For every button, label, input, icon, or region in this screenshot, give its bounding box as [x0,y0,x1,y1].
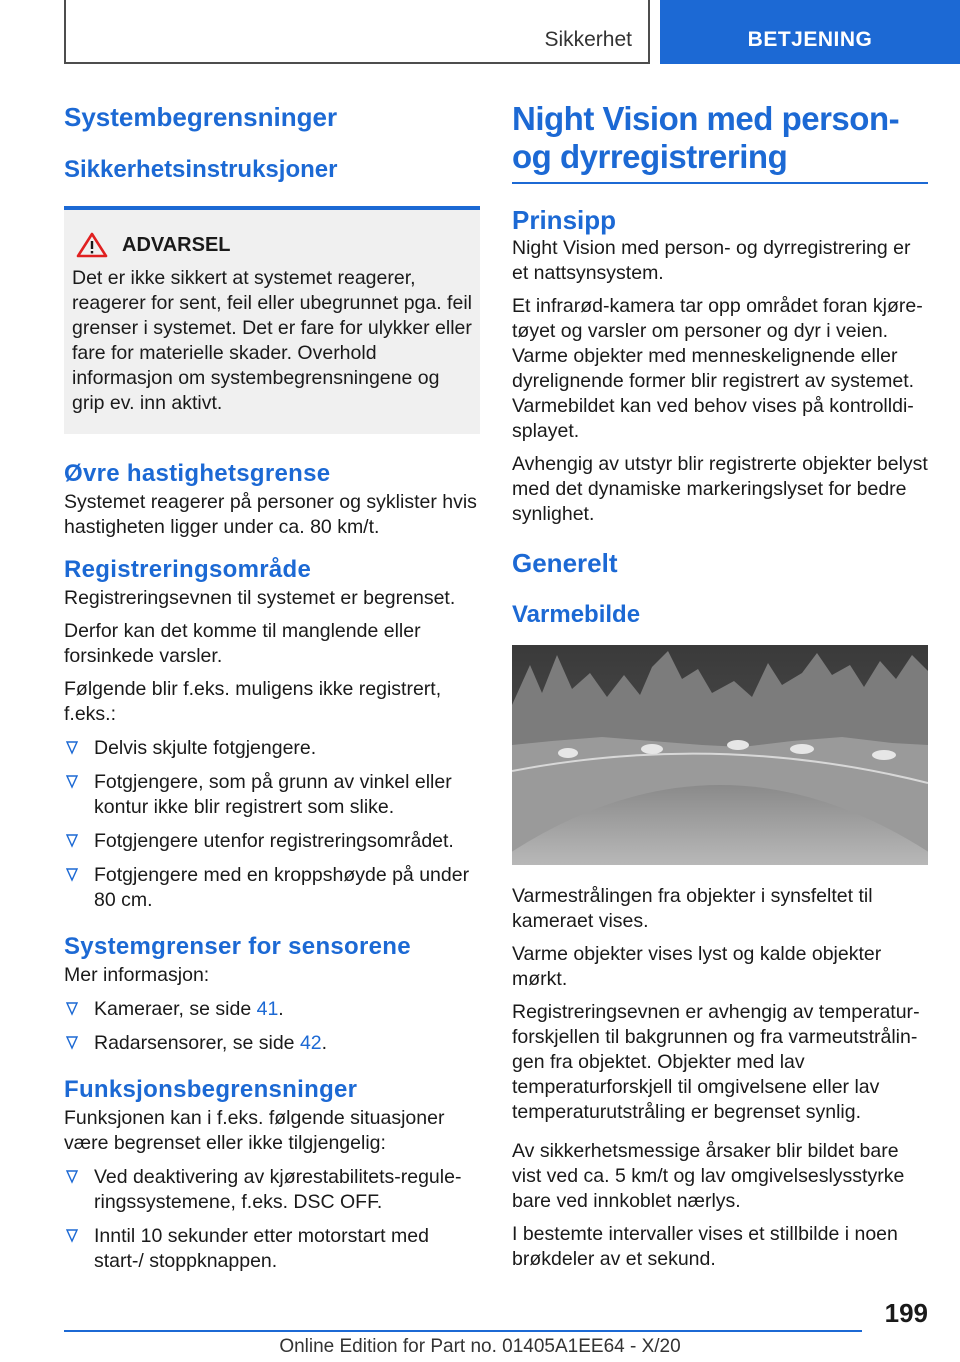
sensor-limits-intro: Mer informasjon: [64,964,210,986]
page-number: 199 [884,1298,928,1328]
detection-area-heading: Registreringsområde [64,556,312,583]
list-item-text: Fotgjengere med en kroppshøyde på under 80 cm. [94,864,470,911]
list-item-period: . [278,998,284,1020]
list-item-text: Kameraer, se side [94,998,257,1020]
list-item-text: Radarsensorer, se side [94,1032,300,1054]
general-heading: Generelt [512,548,618,578]
thermal-image-illustration [512,645,928,865]
function-limits-list [64,1165,480,1274]
bullet-triangle-icon [66,868,78,882]
warning-header [72,232,472,258]
list-item [64,863,480,913]
night-vision-title-line1: Night Vision med person- [512,100,900,137]
bullet-triangle-icon [66,1036,78,1050]
page-link-cameras[interactable]: 41 [256,998,279,1020]
general-p1: Varmestrålingen fra objekter i synsfeltet til kameraet vises. [512,885,873,932]
list-item [64,736,480,761]
bullet-triangle-icon [66,775,78,789]
principle-p2: Et infrarød-kamera tar opp området foran kjøretøyet og varsler om personer og dyr i veien. Varme objekter med menneskelignende eller dyrelignende former blir registrert av systemet. Varmebildet kan ved behov vises på kontrolldisplayet. [512,295,923,442]
left-column [64,100,480,1274]
list-item [64,1165,480,1215]
sensor-limits-list [64,997,480,1056]
night-vision-title [512,100,928,176]
list-item-text: Fotgjengere, som på grunn av vinkel eller kontur ikke blir registrert som slike. [94,771,452,818]
page-link-radar[interactable]: 42 [299,1032,322,1054]
footer-edition: Online Edition for Part no. 01405A1EE64 - X/20 [279,1336,681,1357]
general-p5: I bestemte intervaller vises et stillbilde i noen brøkdeler av et sekund. [512,1223,898,1270]
speed-limit-text: Systemet reagerer på personer og syklister hvis hastigheten ligger under ca. 80 km/t. [64,491,477,538]
bullet-triangle-icon [66,834,78,848]
chapter-tab-label: BETJENING [747,28,873,51]
night-vision-title-line2: og dyrregistrering [512,138,788,175]
general-p3: Registreringsevnen er avhengig av temperaturforskjellen til bakgrunnen og fra varmeutstrålingen fra objektet. Objekter med lav temperaturforskjell til omgivelsene eller lav temperaturutstråling er begrenset synlig. [512,1001,920,1123]
list-item-text: Inntil 10 sekunder etter motorstart med start-/ stoppknappen. [94,1225,429,1272]
function-limits-heading: Funksjonsbegrensninger [64,1076,358,1103]
bullet-triangle-icon [66,1229,78,1243]
list-item-text: Ved deaktivering av kjørestabilitets-reguleringssystemene, f.eks. DSC OFF. [94,1166,462,1213]
general-p4: Av sikkerhetsmessige årsaker blir bildet bare vist ved ca. 5 km/t og lav omgivelseslysstyrke bare ved innkoblet nærlys. [512,1140,905,1212]
warning-text: Det er ikke sikkert at systemet reagerer, reagerer for sent, feil eller ubegrunnet pga. feil grenser i systemet. Det er fare for ulykker eller fare for materielle skader. Overhold informasjon om systembegrensningene og grip ev. inn aktivt. [72,267,472,414]
principle-p1: Night Vision med person- og dyrregistrering er et nattsynsystem. [512,237,911,284]
thermal-image-subheading: Varmebilde [512,601,641,628]
general-p2: Varme objekter vises lyst og kalde objekter mørkt. [512,943,882,990]
list-item-text: Fotgjengere utenfor registreringsområdet. [94,830,454,852]
list-item [64,1031,480,1056]
principle-p3: Avhengig av utstyr blir registrerte objekter belyst med det dynamiske markeringslyset for bedre synlighet. [512,453,928,525]
title-rule [512,182,928,184]
speed-limit-heading: Øvre hastighetsgrense [64,460,331,487]
function-limits-intro: Funksjonen kan i f.eks. følgende situasjoner være begrenset eller ikke tilgjengelig: [64,1107,445,1154]
right-column [512,100,928,1272]
list-item-period: . [321,1032,328,1054]
bullet-triangle-icon [66,1170,78,1184]
detection-area-p1: Registreringsevnen til systemet er begrenset. [64,587,456,609]
bullet-triangle-icon [66,741,78,755]
detection-area-p3: Følgende blir f.eks. muligens ikke registrert, f.eks.: [64,678,442,725]
list-item [64,829,480,854]
list-item [64,1224,480,1274]
chapter-tab[interactable] [660,0,960,64]
bullet-triangle-icon [66,1002,78,1016]
warning-triangle-icon [76,232,108,258]
principle-heading: Prinsipp [512,205,617,235]
sensor-limits-heading: Systemgrenser for sensorene [64,933,411,960]
header-section-box [64,0,650,64]
list-item-text: Delvis skjulte fotgjengere. [94,737,317,759]
list-item [64,770,480,820]
warning-box [64,206,480,434]
section-title: Sikkerhet [544,28,632,51]
warning-label: ADVARSEL [122,233,231,256]
detection-area-p2: Derfor kan det komme til manglende eller forsinkede varsler. [64,620,421,667]
page-title: Systembegrensninger [64,102,338,132]
footer-rule [64,1330,862,1332]
list-item [64,997,480,1022]
detection-area-list [64,736,480,913]
safety-subtitle: Sikkerhetsinstruksjoner [64,156,338,183]
